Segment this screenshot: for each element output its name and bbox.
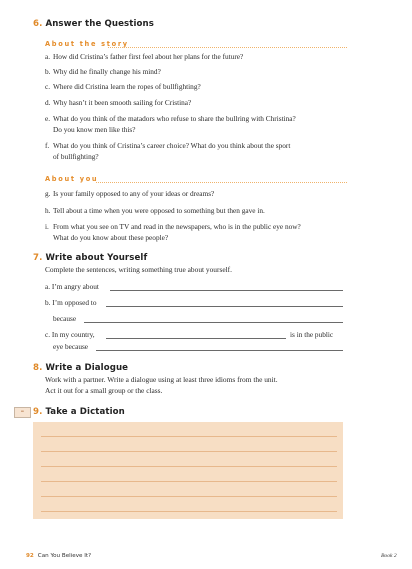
section-7-number: 7.: [33, 253, 43, 263]
section-8-heading: [33, 363, 128, 373]
question-b: b. Why did he finally change his mind?: [45, 67, 161, 76]
about-you-dotted-rule: [96, 182, 347, 183]
about-the-story-heading: About the story: [45, 40, 129, 48]
sentence-c-because-answer-line[interactable]: [96, 350, 343, 351]
page-footer-left: [26, 553, 91, 559]
dictation-line: [41, 511, 337, 512]
section-8-line-1: Work with a partner. Write a dialogue using at least three idioms from the unit.: [45, 375, 278, 384]
sentence-b-because-answer-line[interactable]: [84, 322, 343, 323]
section-8-title: Write a Dialogue: [45, 363, 129, 373]
question-i: i. From what you see on TV and read in the newspapers, who is in the public eye now? What do you know about these people?: [45, 222, 301, 242]
dictation-line: [41, 436, 337, 437]
question-c: c. Where did Cristina learn the ropes of bullfighting?: [45, 82, 201, 91]
sentence-a-answer-line[interactable]: [110, 290, 343, 291]
section-7-heading: [33, 253, 147, 263]
question-a: a. How did Cristina’s father first feel about her plans for the future?: [45, 52, 244, 61]
question-d: d. Why hasn’t it been smooth sailing for Cristina?: [45, 98, 192, 107]
question-g: g. Is your family opposed to any of your ideas or dreams?: [45, 189, 215, 198]
sentence-c-public-label: is in the public: [290, 330, 334, 339]
sentence-b-because-label: because: [53, 314, 77, 323]
sentence-c-label: c. In my country,: [45, 330, 95, 339]
section-8-line-2: Act it out for a small group or the class.: [45, 386, 163, 395]
audio-icon: ≡: [14, 407, 31, 418]
section-6-title: Answer the Questions: [45, 19, 154, 29]
section-6-heading: [33, 19, 154, 29]
sentence-b-answer-line[interactable]: [106, 306, 343, 307]
book-label: Book 2: [381, 553, 397, 559]
section-7-instruction: Complete the sentences, writing something true about yourself.: [45, 265, 232, 274]
section-9-heading: [33, 407, 125, 417]
dictation-line: [41, 466, 337, 467]
section-9-number: 9.: [33, 407, 43, 417]
question-e: e. What do you think of the matadors who refuse to share the bullring with Christina? Do you know men like this?: [45, 114, 296, 134]
sentence-b-label: b. I’m opposed to: [45, 298, 97, 307]
section-8-number: 8.: [33, 363, 43, 373]
dictation-line: [41, 481, 337, 482]
dictation-line: [41, 451, 337, 452]
section-7-title: Write about Yourself: [45, 253, 148, 263]
question-h: h. Tell about a time when you were opposed to something but then gave in.: [45, 206, 265, 215]
section-9-title: Take a Dictation: [45, 407, 125, 417]
about-the-story-dotted-rule: [108, 47, 347, 48]
sentence-a-label: a. I’m angry about: [45, 282, 99, 291]
dictation-line: [41, 496, 337, 497]
sentence-c-answer-line[interactable]: [106, 338, 286, 339]
sentence-c-eye-because-label: eye because: [53, 342, 89, 351]
question-f: f. What do you think of Cristina’s career choice? What do you think about the sport of bullfighting?: [45, 141, 291, 161]
unit-title: Can You Believe It?: [37, 553, 92, 559]
section-6-number: 6.: [33, 19, 43, 29]
about-you-heading: About you: [45, 175, 99, 183]
dictation-writing-box[interactable]: [33, 422, 343, 519]
page-number: 92: [26, 553, 34, 559]
